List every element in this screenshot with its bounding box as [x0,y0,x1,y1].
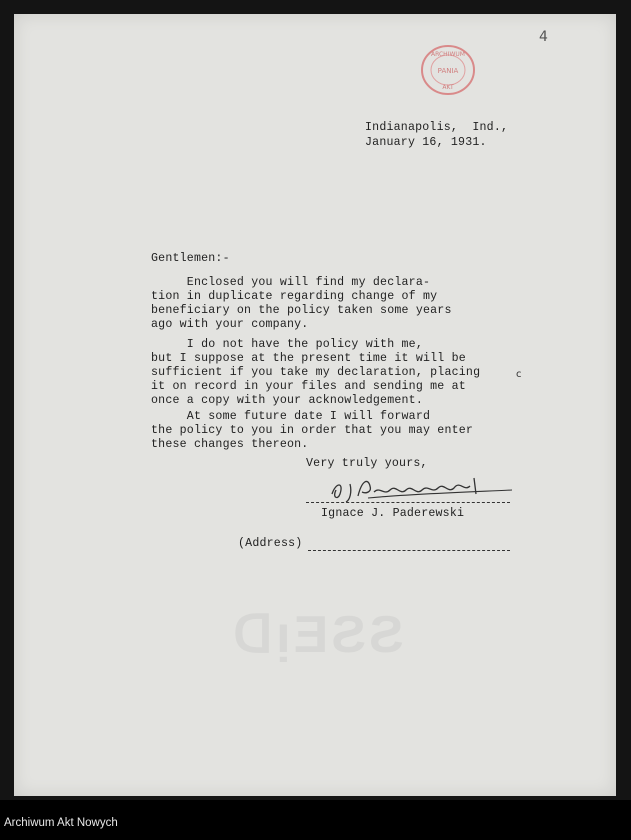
paragraph-line: but I suppose at the present time it will be [151,352,466,365]
paragraph-line: Enclosed you will find my declara- [151,276,431,289]
paragraph-line: I do not have the policy with me, [151,338,423,351]
address-line [308,550,510,551]
typed-signature-name: Ignace J. Paderewski [321,507,465,520]
margin-mark: ᴄ [516,369,522,380]
paragraph-line: ago with your company. [151,318,309,331]
svg-text:ARCHIWUM: ARCHIWUM [431,51,465,58]
page-number: 4 [539,29,548,45]
date-line: January 16, 1931. [365,136,487,149]
paragraph-line: these changes thereon. [151,438,309,451]
signature-line [306,502,510,503]
paragraph-line: once a copy with your acknowledgement. [151,394,423,407]
handwritten-signature [328,472,518,506]
address-label: (Address) [238,537,303,550]
paragraph-line: it on record in your files and sending me at [151,380,466,393]
paragraph-line: the policy to you in order that you may enter [151,424,474,437]
svg-text:AKT: AKT [442,84,454,91]
archive-credit: Archiwum Akt Nowych [4,817,118,829]
svg-text:PANIA: PANIA [437,67,459,75]
bleed-through-text: ᗡᴉƎƧƧ [233,606,407,664]
paragraph-line: sufficient if you take my declaration, placing [151,366,481,379]
salutation: Gentlemen:- [151,252,230,265]
archive-stamp [420,44,476,96]
paragraph-line: tion in duplicate regarding change of my [151,290,438,303]
place-line: Indianapolis, Ind., [365,121,509,134]
paragraph-line: beneficiary on the policy taken some years [151,304,452,317]
closing: Very truly yours, [306,457,428,470]
paragraph-line: At some future date I will forward [151,410,431,423]
